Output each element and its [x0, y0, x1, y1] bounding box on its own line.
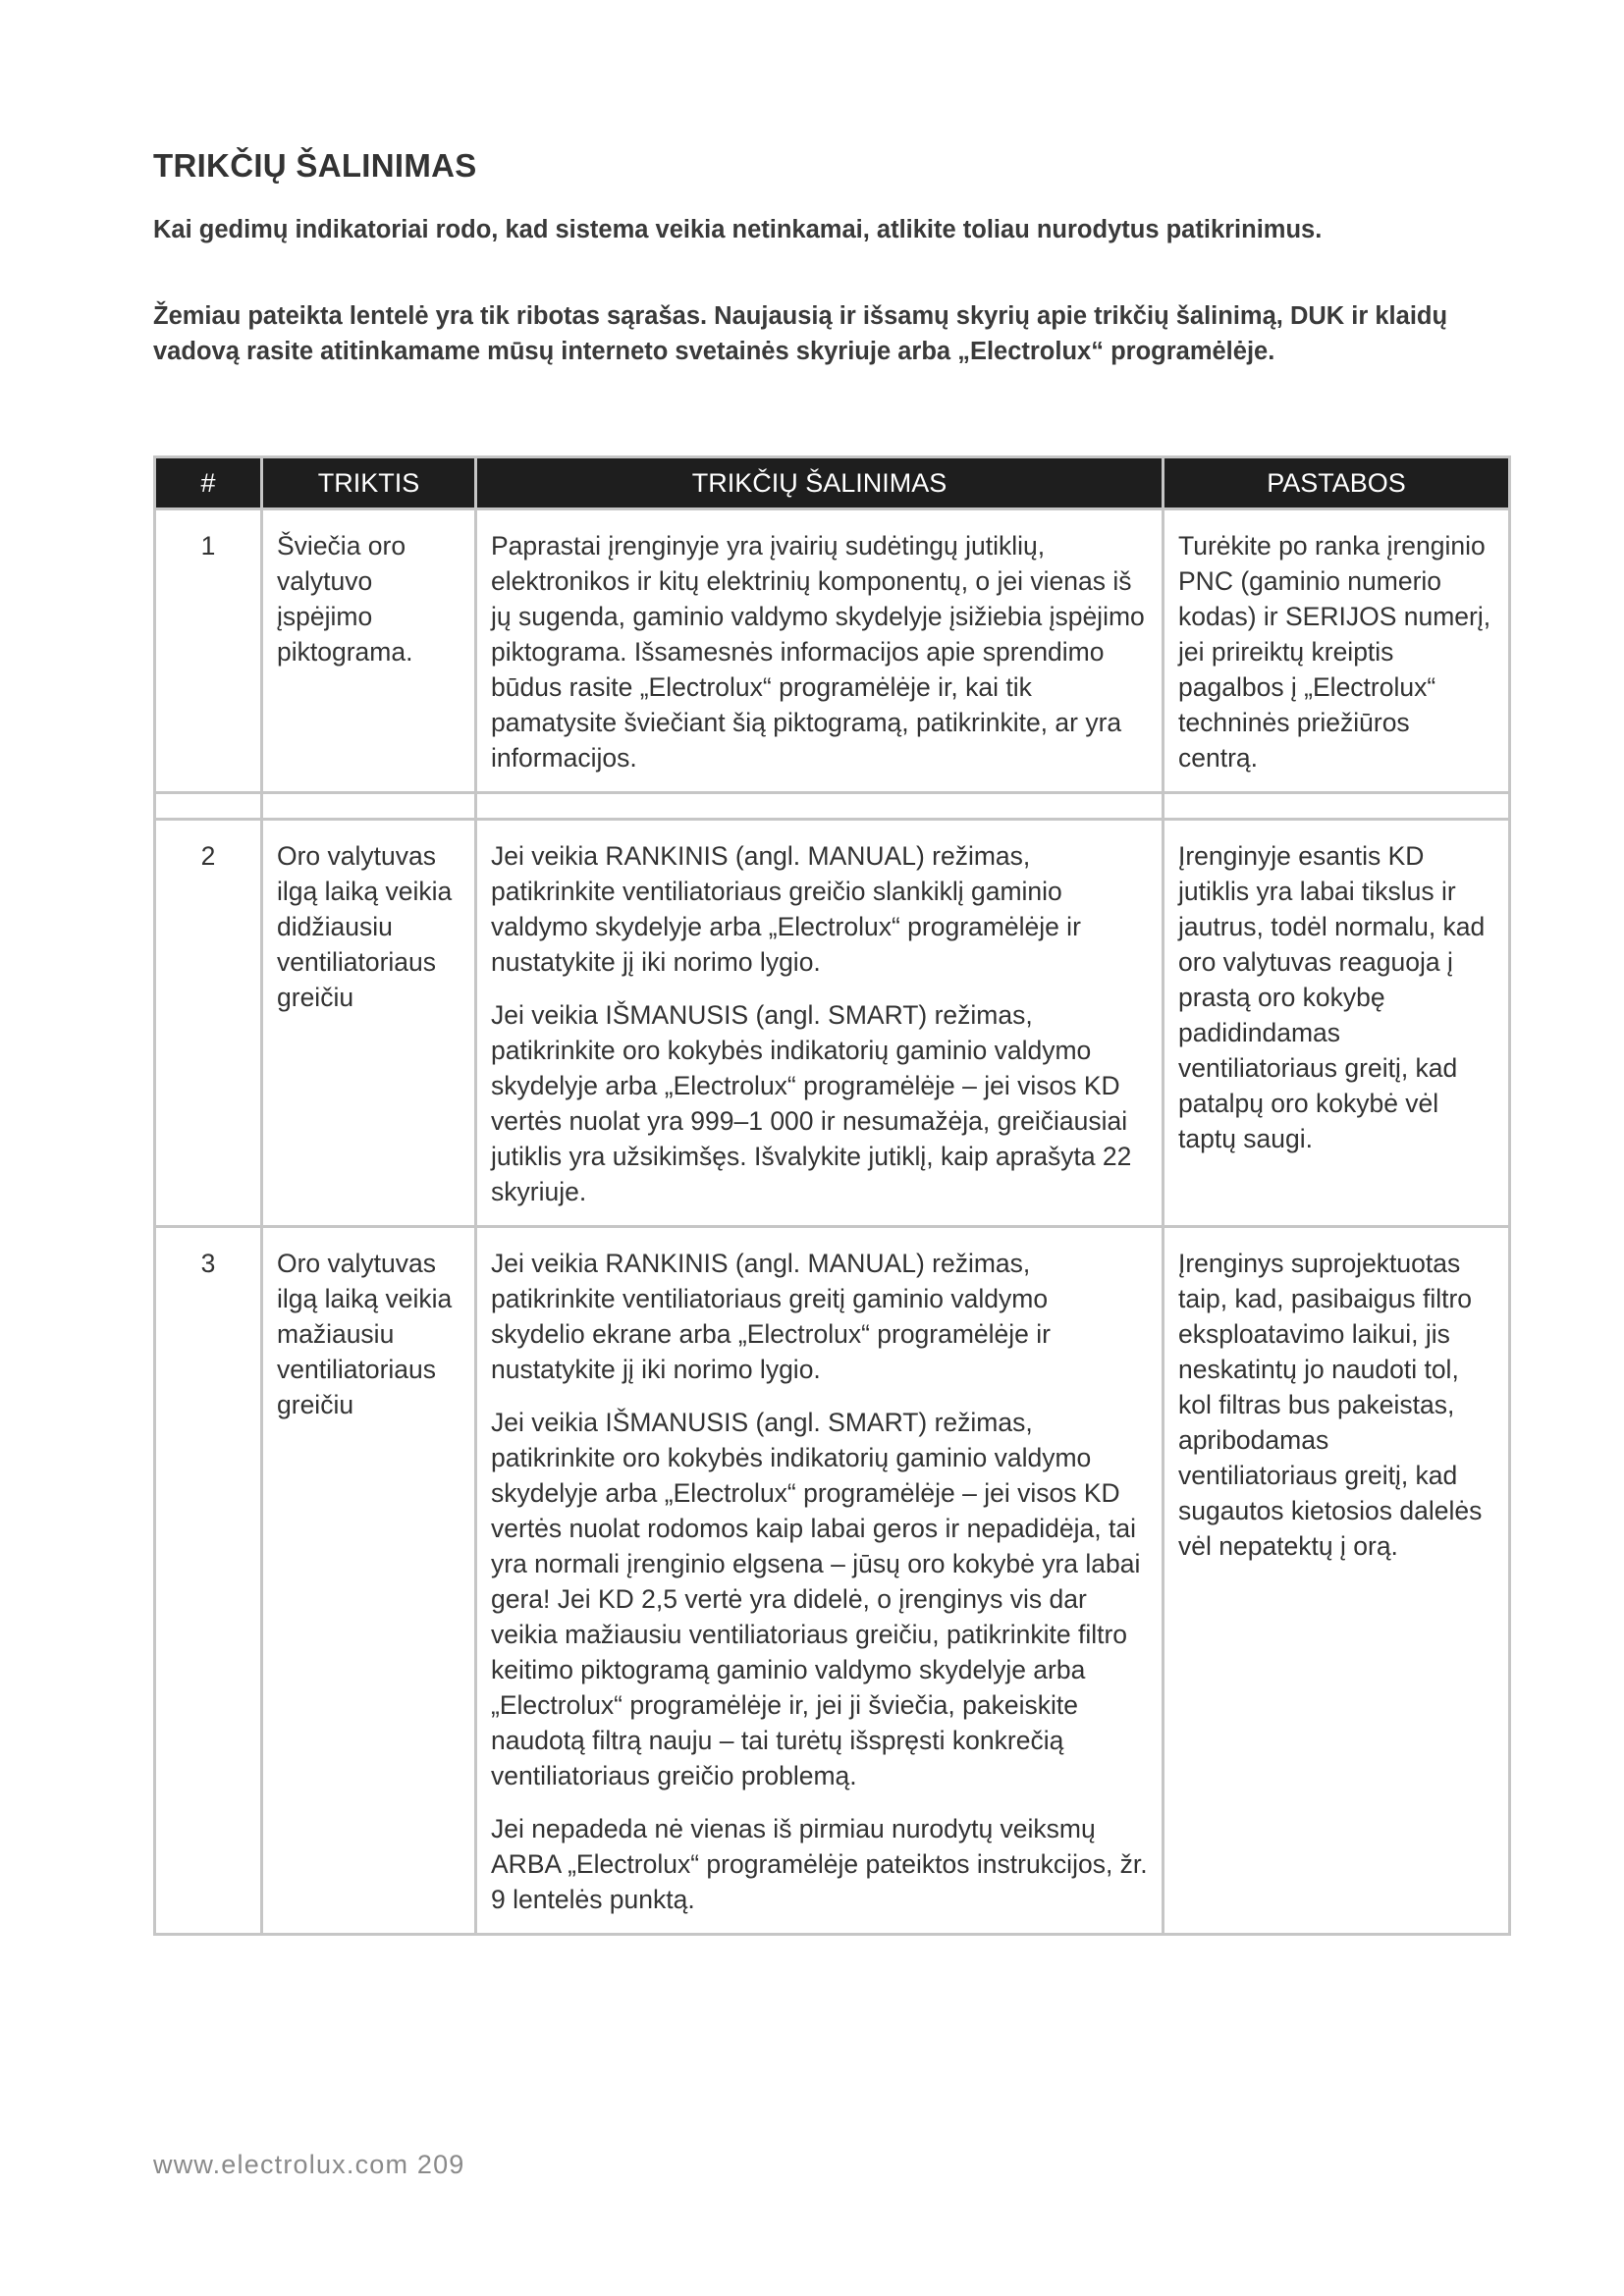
table-header-row	[155, 457, 1510, 509]
row-issue: Oro valytuvas ilgą laiką veikia mažiausiu ventiliatoriaus greičiu	[262, 1227, 476, 1935]
troubleshooting-table	[153, 455, 1511, 1936]
row-notes: Įrenginyje esantis KD jutiklis yra labai tikslus ir jautrus, todėl normalu, kad oro valytuvas reaguoja į prastą oro kokybę padidindamas ventiliatoriaus greitį, kad patalpų oro kokybė vėl taptų saugi.	[1164, 820, 1510, 1227]
solution-paragraph: Paprastai įrenginyje yra įvairių sudėtingų jutiklių, elektronikos ir kitų elektrinių komponentų, o jei vienas iš jų sugenda, gaminio valdymo skydelyje įsižiebia įspėjimo piktograma. Išsamesnės informacijos apie sprendimo būdus rasite „Electrolux“ programėlėje ir, kai tik pamatysite šviečiant šią piktogramą, patikrinkite, ar yra informacijos.	[491, 531, 1145, 773]
row-number: 2	[155, 820, 262, 1227]
solution-paragraph: Jei veikia IŠMANUSIS (angl. SMART) režimas, patikrinkite oro kokybės indikatorių gaminio valdymo skydelyje arba „Electrolux“ programėlėje – jei visos KD vertės nuolat yra 999–1 000 ir nesumažėja, greičiausiai jutiklis yra užsikimšęs. Išvalykite jutiklį, kaip aprašyta 22 skyriuje.	[491, 1000, 1132, 1206]
intro-paragraph-1: Kai gedimų indikatoriai rodo, kad sistema veikia netinkamai, atlikite toliau nurodytus patikrinimus.	[153, 216, 1323, 243]
header-issue: TRIKTIS	[262, 457, 476, 509]
header-notes: PASTABOS	[1164, 457, 1510, 509]
page-footer: www.electrolux.com 209	[153, 2150, 465, 2179]
table-row	[155, 1227, 1510, 1935]
header-number: #	[155, 457, 262, 509]
row-solution	[476, 820, 1164, 1227]
row-solution	[476, 1227, 1164, 1935]
solution-paragraph: Jei veikia RANKINIS (angl. MANUAL) režimas, patikrinkite ventiliatoriaus greitį gaminio valdymo skydelio ekrane arba „Electrolux“ programėlėje ir nustatykite jį iki norimo lygio.	[491, 1249, 1051, 1384]
row-number: 1	[155, 509, 262, 793]
page-title: TRIKČIŲ ŠALINIMAS	[153, 147, 477, 184]
header-solution: TRIKČIŲ ŠALINIMAS	[476, 457, 1164, 509]
row-number: 3	[155, 1227, 262, 1935]
row-solution	[476, 509, 1164, 793]
solution-paragraph: Jei nepadeda nė vienas iš pirmiau nurodytų veiksmų ARBA „Electrolux“ programėlėje pateiktos instrukcijos, žr. 9 lentelės punktą.	[491, 1814, 1148, 1914]
table-spacer-row	[155, 793, 1510, 820]
row-issue: Oro valytuvas ilgą laiką veikia didžiausiu ventiliatoriaus greičiu	[262, 820, 476, 1227]
solution-paragraph: Jei veikia IŠMANUSIS (angl. SMART) režimas, patikrinkite oro kokybės indikatorių gaminio valdymo skydelyje arba „Electrolux“ programėlėje – jei visos KD vertės nuolat rodomos kaip labai geros ir nepadidėja, tai yra normali įrenginio elgsena – jūsų oro kokybė yra labai gera! Jei KD 2,5 vertė yra didelė, o įrenginys vis dar veikia mažiausiu ventiliatoriaus greičiu, patikrinkite filtro keitimo piktogramą gaminio valdymo skydelyje arba „Electrolux“ programėlėje ir, jei ji šviečia, pakeiskite naudotą filtrą nauju – tai turėtų išspręsti konkrečią ventiliatoriaus greičio problemą.	[491, 1408, 1141, 1790]
intro-paragraph-2: Žemiau pateikta lentelė yra tik ribotas sąrašas. Naujausią ir išsamų skyrių apie trikčių šalinimą, DUK ir klaidų vadovą rasite atitinkamame mūsų interneto svetainės skyriuje arba „Electrolux“ programėlėje.	[153, 302, 1448, 365]
row-issue: Šviečia oro valytuvo įspėjimo piktograma.	[262, 509, 476, 793]
table-row	[155, 509, 1510, 793]
solution-paragraph: Jei veikia RANKINIS (angl. MANUAL) režimas, patikrinkite ventiliatoriaus greičio slankiklį gaminio valdymo skydelyje arba „Electrolux“ programėlėje ir nustatykite jį iki norimo lygio.	[491, 841, 1081, 977]
table-row	[155, 820, 1510, 1227]
row-notes: Įrenginys suprojektuotas taip, kad, pasibaigus filtro eksploatavimo laikui, jis neskatintų jo naudoti tol, kol filtras bus pakeistas, apribodamas ventiliatoriaus greitį, kad sugautos kietosios dalelės vėl nepatektų į orą.	[1164, 1227, 1510, 1935]
row-notes: Turėkite po ranka įrenginio PNC (gaminio numerio kodas) ir SERIJOS numerį, jei prireiktų kreiptis pagalbos į „Electrolux“ techninės priežiūros centrą.	[1164, 509, 1510, 793]
